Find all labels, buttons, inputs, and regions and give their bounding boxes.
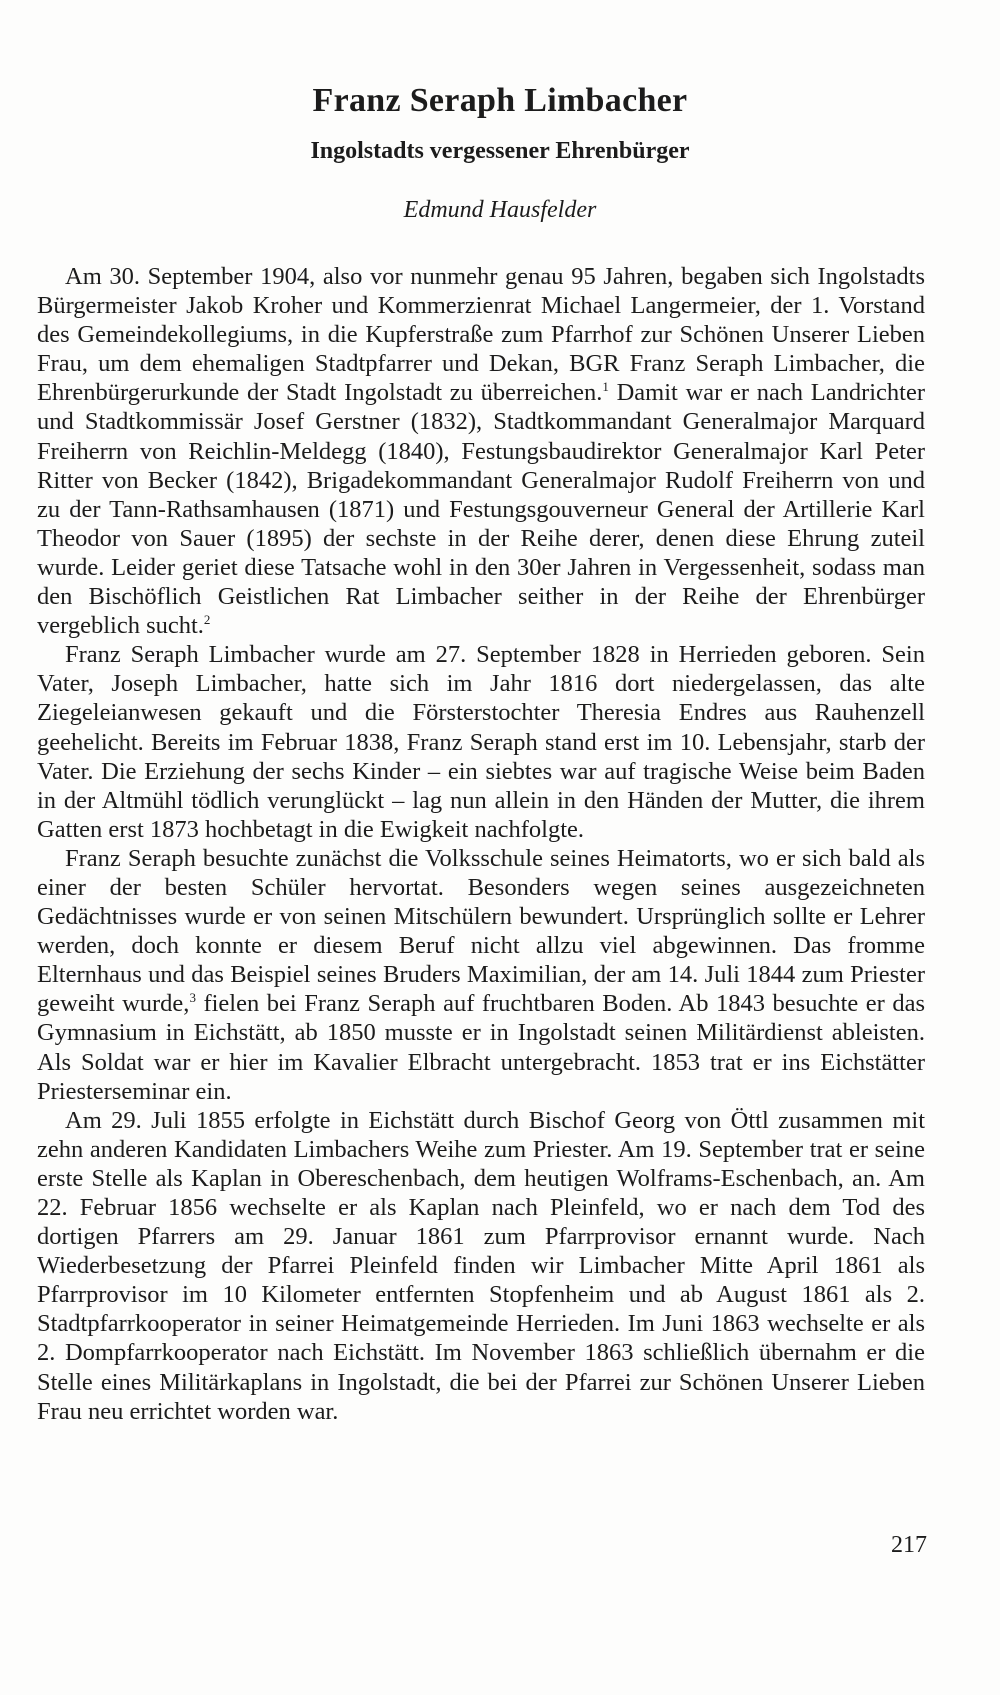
page-number: 217 — [891, 1532, 927, 1558]
article-body — [37, 262, 925, 1426]
footnote-ref-2: 2 — [203, 612, 211, 628]
paragraph-3 — [37, 844, 925, 1106]
article-author: Edmund Hausfelder — [403, 197, 597, 223]
paragraph-2: Franz Seraph Limbacher wurde am 27. September 1828 in Herrieden geboren. Sein Vater, Joseph Limbacher, hatte sich im Jahr 1816 dort niedergelassen, das alte Ziegeleianwesen gekauft und die Försterstochter Theresia Endres aus Rauhenzell geehelicht. Bereits im Februar 1838, Franz Seraph stand erst im 10. Lebensjahr, starb der Vater. Die Erziehung der sechs Kinder – ein siebtes war auf tragische Weise beim Baden in der Altmühl tödlich verunglückt – lag nun allein in den Händen der Mutter, die ihrem Gatten erst 1873 hochbetagt in die Ewigkeit nachfolgte. — [37, 641, 925, 843]
article-title: Franz Seraph Limbacher — [312, 82, 688, 119]
paragraph-text: Damit war er nach Landrichter und Stadtkommissär Josef Gerstner (1832), Stadtkommandant Generalmajor Marquard Freiherrn von Reichlin-Meldegg (1840), Festungsbaudirektor Generalmajor Karl Peter Ritter von Becker (1842), Brigadekommandant Generalmajor Rudolf Freiherrn von und zu der Tann-Rathsamhausen (1871) und Festungsgouverneur General der Artillerie Karl Theodor von Sauer (1895) der sechste in der Reihe derer, denen diese Ehrung zuteil wurde. Leider geriet diese Tatsache wohl in den 30er Jahren in Vergessenheit, sodass man den Bischöflich Geistlichen Rat Limbacher seither in der Reihe der Ehrenbürger vergeblich sucht. — [37, 379, 925, 640]
footnote-ref-3: 3 — [189, 990, 196, 1006]
article-subtitle: Ingolstadts vergessener Ehrenbürger — [310, 138, 690, 164]
footnote-ref-1: 1 — [602, 379, 609, 395]
paragraph-text: Franz Seraph besuchte zunächst die Volksschule seines Heimatorts, wo er sich bald als einer der besten Schüler hervortat. Besonders wegen seines ausgezeichneten Gedächtnisses wurde er von seinen Mitschülern bewundert. Ursprünglich sollte er Lehrer werden, doch konnte er diesem Beruf nicht allzu viel abgewinnen. Das fromme Elternhaus und das Beispiel seines Bruders Maximilian, der am 14. Juli 1844 zum Priester geweiht wurde, — [37, 844, 925, 1018]
paragraph-text: Am 30. September 1904, also vor nunmehr genau 95 Jahren, begaben sich Ingolstadts Bürgermeister Jakob Kroher und Kommerzienrat Michael Langermeier, der 1. Vorstand des Gemeindekollegiums, in die Kupferstraße zum Pfarrhof zur Schönen Unserer Lieben Frau, um dem ehemaligen Stadtpfarrer und Dekan, BGR Franz Seraph Limbacher, die Ehrenbürgerurkunde der Stadt Ingolstadt zu überreichen. — [37, 263, 925, 407]
paragraph-1 — [37, 262, 925, 640]
paragraph-4: Am 29. Juli 1855 erfolgte in Eichstätt durch Bischof Georg von Öttl zusammen mit zehn anderen Kandidaten Limbachers Weihe zum Priester. Am 19. September trat er seine erste Stelle als Kaplan in Obereschenbach, dem heutigen Wolframs-Eschenbach, an. Am 22. Februar 1856 wechselte er als Kaplan nach Pleinfeld, wo er nach dem Tod des dortigen Pfarrers am 29. Januar 1861 zum Pfarrprovisor ernannt wurde. Nach Wiederbesetzung der Pfarrei Pleinfeld finden wir Limbacher Mitte April 1861 als Pfarrprovisor im 10 Kilometer entfernten Stopfenheim und ab August 1861 als 2. Stadtpfarrkooperator in seiner Heimatgemeinde Herrieden. Im Juni 1863 wechselte er als 2. Dompfarrkooperator nach Eichstätt. Im November 1863 schließlich übernahm er die Stelle eines Militärkaplans in Ingolstadt, die bei der Pfarrei zur Schönen Unserer Lieben Frau neu errichtet worden war. — [37, 1106, 925, 1425]
paragraph-text: fielen bei Franz Seraph auf fruchtbaren Boden. Ab 1843 besuchte er das Gymnasium in Eichstätt, ab 1850 musste er in Ingolstadt seinen Militärdienst ableisten. Als Soldat war er hier im Kavalier Elbracht untergebracht. 1853 trat er ins Eichstätter Priesterseminar ein. — [37, 990, 925, 1105]
